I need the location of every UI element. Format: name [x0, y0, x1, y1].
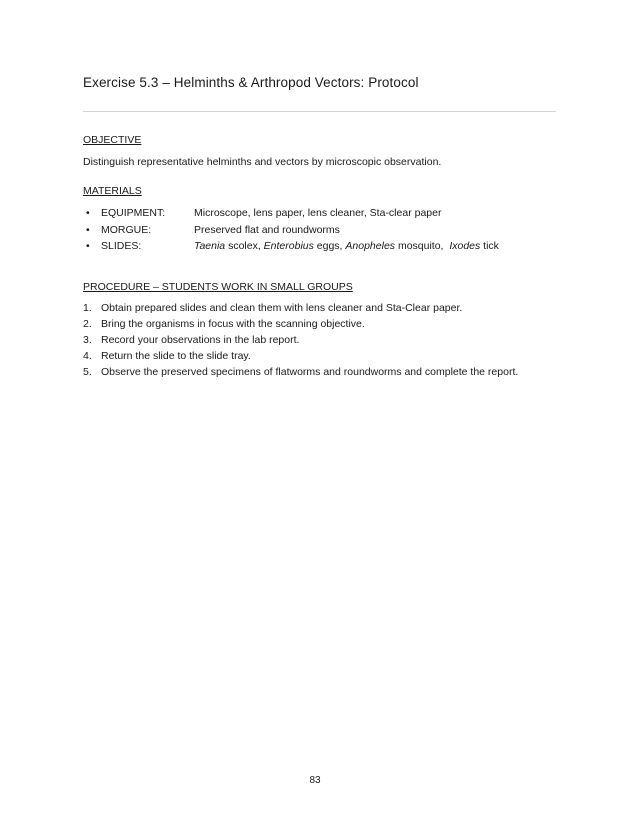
step-text: Return the slide to the slide tray. — [101, 350, 251, 362]
objective-heading: OBJECTIVE — [83, 134, 142, 146]
bullet-icon: • — [86, 207, 90, 219]
materials-value: Microscope, lens paper, lens cleaner, Sta-clear paper — [194, 207, 442, 219]
slide-taenia-desc: scolex, — [225, 240, 264, 252]
step-text: Bring the organisms in focus with the scanning objective. — [101, 318, 365, 330]
bullet-icon: • — [86, 223, 90, 236]
slide-anopheles-desc: mosquito, — [395, 240, 450, 252]
page-number: 83 — [309, 775, 321, 786]
slide-enterobius: Enterobius — [263, 240, 314, 252]
title-divider — [83, 111, 556, 112]
materials-label: EQUIPMENT: — [101, 207, 166, 219]
materials-value: Preserved flat and roundworms — [194, 223, 340, 236]
page-title: Exercise 5.3 – Helminths & Arthropod Vectors: Protocol — [83, 75, 419, 90]
step-number: 5. — [83, 366, 92, 378]
step-text: Observe the preserved specimens of flatworms and roundworms and complete the report. — [101, 366, 519, 378]
step-number: 3. — [83, 334, 92, 346]
objective-text: Distinguish representative helminths and vectors by microscopic observation. — [83, 156, 442, 168]
slide-taenia: Taenia — [194, 240, 226, 252]
step-number: 4. — [83, 350, 92, 362]
step-text: Record your observations in the lab report. — [101, 334, 300, 346]
step-number: 2. — [83, 318, 92, 330]
step-text: Obtain prepared slides and clean them with lens cleaner and Sta-Clear paper. — [101, 302, 463, 314]
slides-value — [194, 240, 499, 252]
step-number: 1. — [83, 302, 92, 314]
bullet-icon: • — [86, 240, 90, 252]
slide-enterobius-desc: eggs, — [313, 240, 346, 252]
materials-heading: MATERIALS — [83, 185, 142, 197]
procedure-heading: PROCEDURE – STUDENTS WORK IN SMALL GROUPS — [83, 281, 353, 293]
materials-label: SLIDES: — [101, 240, 142, 252]
materials-label: MORGUE: — [101, 223, 152, 236]
slide-ixodes: Ixodes — [449, 240, 481, 252]
slide-anopheles: Anopheles — [345, 240, 396, 252]
slide-ixodes-desc: tick — [480, 240, 499, 252]
